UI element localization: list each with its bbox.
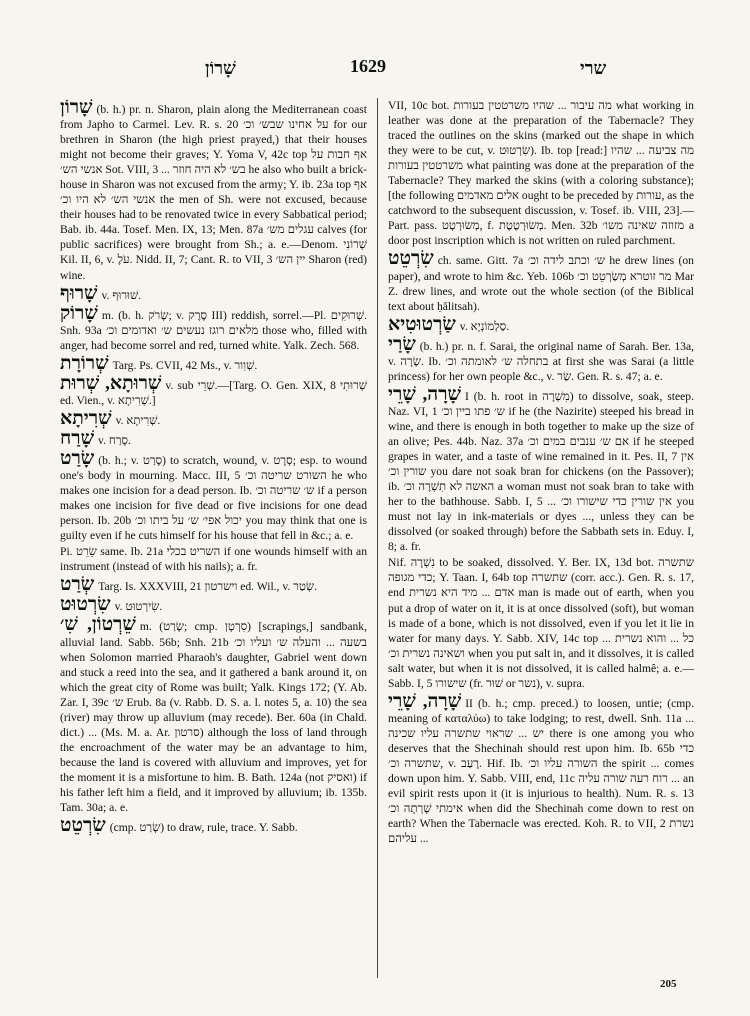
entry-headword: שָׁרָה, שָׁרֵי — [388, 383, 461, 405]
right-column — [388, 98, 694, 978]
entry-headword: שְׂרַט — [60, 574, 95, 596]
dictionary-entry — [60, 575, 367, 594]
entry-headword: שָׂרַי — [388, 333, 416, 355]
entry-definition: Pi. שֵׂרֵט same. Ib. 21a השריט בכלי if one wounds himself with an instrument (instead of with his nails); a. fr. — [60, 545, 367, 574]
dictionary-entry — [60, 816, 367, 835]
entry-definition: (b. h.) pr. n. Sharon, plain along the Mediterranean coast from Japho to Carmel. Lev. R. s. 20 על אחינו שבש׳ וכ׳ for our brethren in Sharon (the high priest prayed,) that their houses might not become their graves; Y. Yoma V, 42c top אף חבות על אנשי הש׳ Sot. VIII, 3 ... בש׳ לא היה חוזר he also who built a brick-house in Sharon was not excused from the army; Y. ib. 23a top אף אנשי הש׳ לא היו וכ׳ the men of Sh. were not excused, because their houses had to be renovated twice in every Sabbatical period; Bab. ib. 44a. Tosef. Men. IX, 13; Men. 87a עגלים מש׳ calves (for public sacrifices) were brought from Sh.; a. e.—Denom. שְׁרוֹנִי Kil. II, 6, v. עֹלֶ. Nidd. II, 7; Cant. R. to VII, 3 יין הש׳ Sharon (red) wine. — [60, 103, 367, 282]
entry-headword: שָׂרַט — [60, 447, 95, 469]
entry-definition: v. שִׂירְטוּט. — [114, 600, 163, 614]
left-column — [60, 98, 367, 978]
entry-headword: שָׁרָה, שָׁרֵי — [388, 690, 462, 712]
signature-mark: 205 — [660, 978, 677, 990]
dictionary-entry — [60, 304, 367, 353]
entry-definition: II (b. h.; cmp. preced.) to loosen, untie; (cmp. meaning of καταλύω) to take lodging; to rest, dwell. Snh. 11a ... יש ... שראוי שתשרה עליו שכינה there is one among you who deserves that the Shechinah should rest upon him. Ib. 65b כדי שתשרה וכ׳, v. רָעַב. Hif. Ib. השורה עליו וכ׳ the spirit ... comes down upon him. Y. Sabb. VIII, end, 11c רוח רעה שורה עליה ... an evil spirit rests upon it (it is injurious to health). Num. R. s. 13 אימתי שָׁרְתָה וכ׳ when did the Shechinah come down to rest on earth? When the Tabernacle was erected. Koh. R. to VII, 2 נשרת עליהם ... — [388, 696, 694, 846]
dictionary-entry — [388, 335, 694, 384]
dictionary-entry — [388, 385, 694, 555]
entry-definition: v. שְׁרִיתָא. — [115, 413, 161, 427]
dictionary-entry — [60, 98, 367, 283]
dictionary-entry — [388, 555, 694, 690]
header-left-word: שָׁרוֹן — [205, 58, 236, 78]
entry-headword: שִׂרְטֵט — [60, 815, 106, 837]
entry-headword: שִׂרְטוּט — [60, 594, 111, 616]
entry-headword: שְׁרוֹרָת — [60, 352, 109, 374]
dictionary-entry — [60, 449, 367, 543]
entry-definition: (b. h.; v. סָרַט) to scratch, wound, v. סְרָט; esp. to wound one's body in mourning. Macc. III, 5 השורט שריטה וכ׳ he who makes one incision for a dead person. Ib. ש׳ שריטה וכ׳ if a person makes one incision for five dead or five incisions for one dead person. Ib. 20b יכול אפי׳ ש׳ על ביתו וכ׳ you may think that one is guilty even if he cuts himself for his house that fell in &c.; a. e. — [60, 453, 367, 543]
entry-definition: (cmp. שָׂרַט) to draw, rule, trace. Y. Sabb. — [109, 821, 298, 835]
entry-headword: שַׂרְטוּטִיא — [388, 313, 456, 335]
entry-definition: m. (b. h. שָׂרֹק; v. סֶרֶק III) reddish, sorrel.—Pl. שְׁרוּקִים. Snh. 93a מלאים רוגז נעשים ש׳ ואדומים וכ׳ those who, filled with anger, had become sorrel and red, turned white. Yalk. Zech. 568. — [60, 308, 367, 352]
entry-definition: Nif. נִשְׁרָה to be soaked, dissolved. Y. Ber. IX, 13d bot. שתשרה כדי מגופה; Y. Taan. I, 64b top שתשרה (corr. acc.). Gen. R. s. 17, end אדם ... מיד היא נשרית man is made out of earth, when you put a drop of water on it, it is at once dissolved (soft), but woman is made of a bone, which is not dissolved, even if you let it lie in water for many days. Y. Sabb. XIV, 14c top כל ... והוא נשרית ... ושאינה נשרית וכ׳ when you put salt in, and it dissolves, it is called salt water, but when it is not dissolved, it is called halmê; a. e.—Sabb. I, 5 שישורו (fr. שׁוּר or נשר), v. supra. — [388, 556, 694, 690]
header-right-word: שרי — [580, 58, 607, 78]
entry-headword: שֵׁרְטוֹן, שִׁ׳ — [60, 614, 136, 636]
entry-definition: Targ. Ps. CVII, 42 Ms., v. שְׁוִור. — [112, 358, 258, 372]
dictionary-entry — [60, 409, 367, 428]
entry-definition: v. sub שְׁרֵי.—[Targ. O. Gen. XIX, 8 שְׁרוּתִי ed. Vien., v. שְׁרִיתָא.] — [60, 378, 367, 407]
dictionary-entry — [60, 595, 367, 614]
entry-definition: Targ. Is. XXXVIII, 21 וישרטון ed. Wil., v. שְׂטַר. — [98, 580, 318, 594]
entry-definition: m. (שָׂרַט; cmp. סִרְטָן) [scrapings,] sandbank, alluvial land. Sabb. 56b; Snh. 21b בשעה ... והעלה ש׳ ועליו וכ׳ when Solomon married Pharaoh's daughter, Gabriel went down and stuck a reed into the sea, and it gathered a bank around it, on which the great city of Rome was built; Yalk. Kings 172; (Y. Ab. Zar. I, 39c ש׳ Erub. 8a (v. Rabb. D. S. a. l. notes 5, a. 10) the sea (river) may throw up alluvium (may recede). Ber. 60a (in Chald. dict.) ... (Ms. M. a. Ar. סרטון) although the loss of land through the encroachment of the water may be an advantage to him, because the land is covered with alluvium and improves, yet for the moment it is a misfortune to him. B. Bath. 124a (not ואסיק) if his father left him a field, and it improved by alluvium; ib. 135b. Tam. 30a; a. e. — [60, 620, 367, 815]
entry-definition: ch. same. Gitt. 7a ש׳ וכתב לידה וכ׳ he drew lines (on paper), and wrote to him &c. Yeb. 106b מר זוטרא מְשַׂרְטֵט וכ׳ Mar Z. drew lines, and wrote out the whole section (of the Biblical text about ḥălitsah). — [388, 254, 694, 313]
entry-headword: שָׁרַח — [60, 427, 95, 449]
entry-definition: v. שׁוּרוּף. — [101, 288, 142, 302]
entry-definition: (b. h.) pr. n. f. Sarai, the original name of Sarah. Ber. 13a, v. שָׂרָה. Ib. בתחלה ש׳ לאומתה וכ׳ at first she was Sarai (a little princess) for her own people &c., v. שַׂר. Gen. R. s. 47; a. e. — [388, 339, 694, 383]
dictionary-entry — [60, 615, 367, 815]
column-divider — [377, 98, 378, 978]
dictionary-entry — [60, 284, 367, 303]
entry-definition: I (b. h. root in מִשְׁרָה) to dissolve, soak, steep. Naz. VI, 1 ש׳ פתו ביין וכ׳ if he (the Nazirite) steeped his bread in wine, and there is enough in both together to make up the size of an olive; Pes. 44b. Naz. 37a אם ש׳ ענבים במים וכ׳ if he steeped grapes in water, and a taste of wine remained in it. Pes. II, 7 אין שורין וכ׳ you dare not soak bran for chickens (on the Passover); ib. האשה לא תִשְׁרֶה וכ׳ a woman must not soak bran to take with her to the bathhouse. Sabb. I, 5 ... אין שורין כדי שישורו וכ׳ you must not lay in ink-materials or dyes ..., unless they can be dissolved (or soaked through) before the Sabbath sets in. Eduy. I, 8; a. fr. — [388, 389, 694, 554]
dictionary-entry — [388, 249, 694, 313]
dictionary-entry — [60, 429, 367, 448]
entry-definition: v. סָרַח. — [98, 433, 131, 447]
running-header — [60, 56, 720, 80]
dictionary-entry — [60, 544, 367, 574]
page-number: 1629 — [350, 56, 386, 76]
entry-headword: שְׁרִיתָא — [60, 407, 112, 429]
entry-definition: v. סַלְמוֹנְיָא. — [459, 319, 510, 333]
dictionary-entry — [388, 98, 694, 248]
entry-definition: VII, 10c bot. מה עיבור ... שהיו משרטטין בעורות what working in leather was done at the preparation of the Tabernacle? They traced the outlines on the skins (marked out the shape in which they were to be cut, v. שִׂרְטוּט). Ib. top [read:] מה צביעה ... שהיו משרטטין בעורות what painting was done at the preparation of the Tabernacle? They marked the skins (with a coloring substance); [the following אלים מאדמים ought to be preceded by עורות, as the catchword to the subsequent discussion, v. Tosef. ib. VIII, 23].—Part. pass. מְשׂוּרְטָט, f. מְשׂוּרְטֶטֶת. Men. 32b מזוזה שאינה משו׳ a door post inscription which is not written on ruled parchment. — [388, 99, 694, 248]
dictionary-entry — [60, 374, 367, 408]
dictionary-entry — [388, 692, 694, 846]
entry-headword: שָׁרוּף — [60, 282, 98, 304]
entry-headword: שִׂרְטֵט — [388, 248, 434, 270]
dictionary-entry — [60, 354, 367, 373]
entry-headword: שָׁרוֹן — [60, 98, 93, 118]
entry-headword: שְׁרוּתָא, שְׁרוּת — [60, 372, 162, 394]
entry-headword: שָׁרוֹק — [60, 302, 98, 324]
dictionary-entry — [388, 315, 694, 334]
